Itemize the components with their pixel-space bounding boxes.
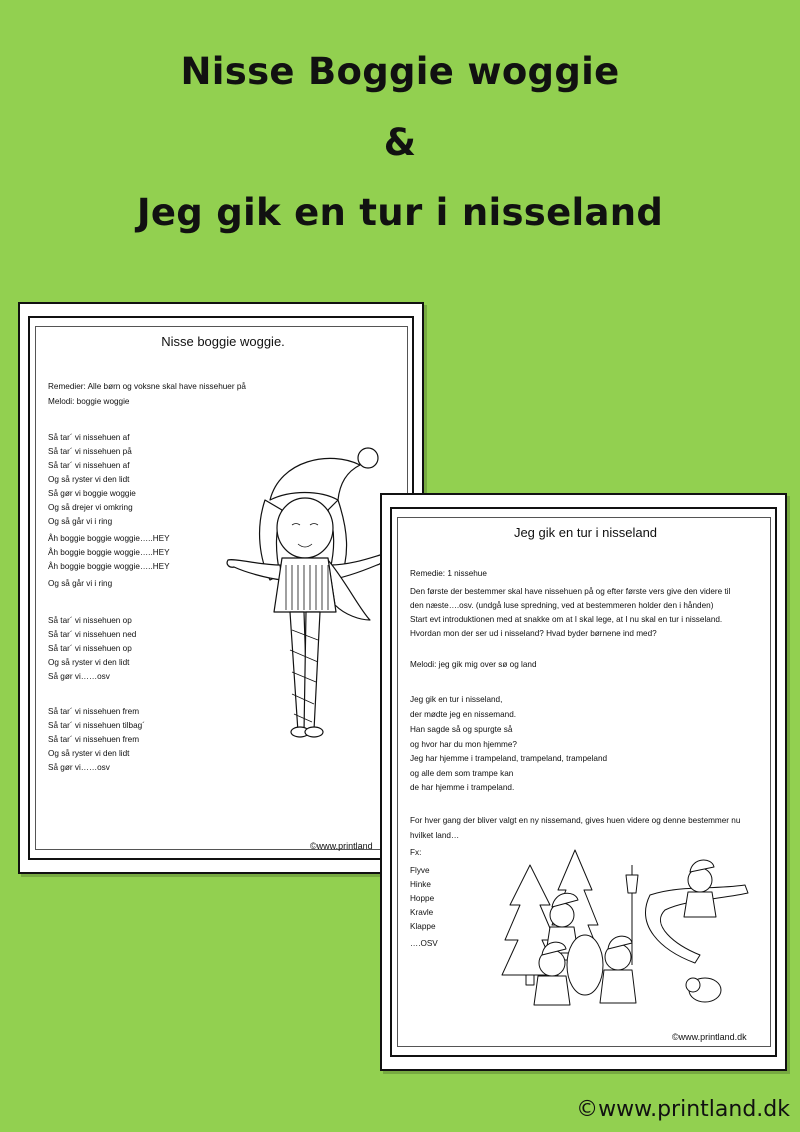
sheet1-line: Remedier: Alle børn og voksne skal have nissehuer på <box>48 382 246 391</box>
sheet2-line: Hinke <box>410 880 431 889</box>
sheet2-line: den næste….osv. (undgå luse spredning, ved at bestemmeren holder den i hånden) <box>410 601 714 610</box>
sheet2-line: Fx: <box>410 848 422 857</box>
sheet2-line: Den første der bestemmer skal have nissehuen på og efter første vers give den videre til <box>410 587 731 596</box>
sheet2-line: Melodi: jeg gik mig over sø og land <box>410 660 537 669</box>
sheet2-line: Klappe <box>410 922 436 931</box>
sheet1-line: Så tar´ vi nissehuen tilbag´ <box>48 721 145 730</box>
sheet2-line: Hoppe <box>410 894 435 903</box>
elves-forest-illustration <box>500 845 750 1015</box>
sheet1-line: Og så ryster vi den lidt <box>48 749 130 758</box>
sheet1-line: Så tar´ vi nissehuen frem <box>48 735 140 744</box>
sheet1-line: Så tar´ vi nissehuen frem <box>48 707 140 716</box>
cover-title-line2: Jeg gik en tur i nisseland <box>136 191 664 234</box>
sheet2-line: hvilket land… <box>410 831 460 840</box>
sheet1-line: Så tar´ vi nissehuen på <box>48 447 132 456</box>
cover-title-ampersand: & <box>383 121 417 164</box>
sheet2-line: For hver gang der bliver valgt en ny nissemand, gives huen videre og denne bestemmer nu <box>410 816 741 825</box>
cover-watermark: ©www.printland.dk <box>576 1097 790 1122</box>
sheet2-line: og hvor har du mon hjemme? <box>410 740 517 749</box>
sheet1-line: Så gør vi boggie woggie <box>48 489 136 498</box>
worksheet-nisse-boggie-woggie <box>18 302 424 874</box>
sheet1-line: Åh boggie boggie woggie…..HEY <box>48 548 170 557</box>
sheet2-title: Jeg gik en tur i nisseland <box>513 525 658 540</box>
sheet2-line: Jeg gik en tur i nisseland, <box>410 695 503 704</box>
sheet1-line: Så tar´ vi nissehuen op <box>48 616 132 625</box>
sheet2-line: der mødte jeg en nissemand. <box>410 710 517 719</box>
elf-illustration <box>220 440 390 740</box>
sheet1-line: Åh boggie boggie woggie…..HEY <box>48 562 170 571</box>
sheet1-watermark: ©www.printland <box>310 841 373 851</box>
sheet1-line: Så gør vi……osv <box>48 672 110 681</box>
sheet1-line: Og så ryster vi den lidt <box>48 658 130 667</box>
sheet2-line: Start evt introduktionen med at snakke om at I skal lege, at I nu skal en tur i nisseland. <box>410 615 723 624</box>
sheet1-line: Melodi: boggie woggie <box>48 397 130 406</box>
sheet2-line: de har hjemme i trampeland. <box>410 783 515 792</box>
sheet2-line: Flyve <box>410 866 430 875</box>
sheet1-line: Og så går vi i ring <box>48 517 113 526</box>
sheet2-line: Remedie: 1 nissehue <box>410 569 487 578</box>
sheet1-line: Og så ryster vi den lidt <box>48 475 130 484</box>
sheet1-line: Så tar´ vi nissehuen op <box>48 644 132 653</box>
sheet2-line: Jeg har hjemme i trampeland, trampeland, trampeland <box>410 754 608 763</box>
sheet1-line: Så tar´ vi nissehuen af <box>48 433 130 442</box>
sheet2-watermark: ©www.printland.dk <box>672 1032 747 1042</box>
sheet1-line: Så tar´ vi nissehuen af <box>48 461 130 470</box>
sheet2-line: Han sagde så og spurgte så <box>410 725 513 734</box>
sheet1-line: Og så går vi i ring <box>48 579 113 588</box>
sheet1-line: Så tar´ vi nissehuen ned <box>48 630 137 639</box>
sheet2-line: Kravle <box>410 908 434 917</box>
sheet1-title: Nisse boggie woggie. <box>161 334 285 349</box>
cover-title-line1: Nisse Boggie woggie <box>180 50 620 93</box>
sheet1-line: Åh boggie boggie woggie…..HEY <box>48 534 170 543</box>
sheet2-line: og alle dem som trampe kan <box>410 769 514 778</box>
sheet1-line: Og så drejer vi omkring <box>48 503 133 512</box>
worksheet-jeg-gik-en-tur <box>380 493 787 1071</box>
sheet2-line: Hvordan mon der ser ud i nisseland? Hvad byder børnene ind med? <box>410 629 657 638</box>
sheet1-line: Så gør vi……osv <box>48 763 110 772</box>
sheet2-line: ….OSV <box>410 939 438 948</box>
